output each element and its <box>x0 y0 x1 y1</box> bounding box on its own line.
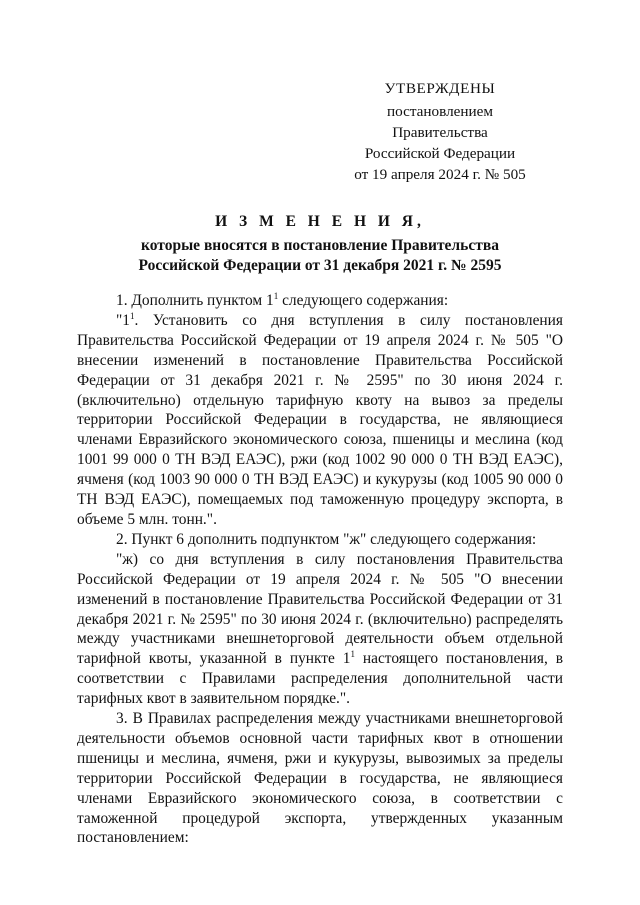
paragraph-1-superscript: 1 <box>273 291 279 301</box>
approval-line-2: Российской Федерации <box>364 145 516 162</box>
paragraph-2-superscript: 1 <box>129 310 135 321</box>
approval-line-3: от 19 апреля 2024 г. № 505 <box>354 166 526 183</box>
paragraph-1 <box>77 291 563 311</box>
paragraph-1-text-b: следующего содержания: <box>278 292 449 309</box>
document-subtitle-line-2: Российской Федерации от 31 декабря 2021 г. № 2595 <box>138 257 502 274</box>
paragraph-4-text-b: настоящего постановления, в соответствии с Правилами распределения дополнительной части тарифных квот в заявительном порядке.". <box>77 650 563 708</box>
approval-stamp <box>340 78 540 185</box>
paragraph-4-superscript: 1 <box>350 649 355 660</box>
paragraph-1-text-a: 1. Дополнить пунктом 1 <box>116 292 274 309</box>
paragraph-2-text-a: "1 <box>116 311 130 329</box>
paragraph-3: 2. Пункт 6 дополнить подпунктом "ж" следующего содержания: <box>116 530 537 548</box>
paragraph-4-text-a: "ж) со дня вступления в силу постановления Правительства Российской Федерации от 19 апреля 2024 г. № 505 "О внесении изменений в постановление Правительства Российской Федерации от 31 декабря 2021 г. № 2595" по 30 июня 2024 г. (включительно) распределять между участниками внешнеторговой деятельности объем отдельной тарифной квоты, указанной в пункте 1 <box>77 550 563 668</box>
document-subtitle <box>0 236 640 276</box>
approval-line-1: постановлением Правительства <box>386 103 494 141</box>
approval-title: УТВЕРЖДЕНЫ <box>384 80 496 97</box>
document-body <box>77 291 563 848</box>
paragraph-2 <box>77 311 563 530</box>
paragraph-4 <box>77 550 563 709</box>
document-title: И З М Е Н Е Н И Я, <box>215 213 425 230</box>
paragraph-5: 3. В Правилах распределения между участниками внешнеторговой деятельности объемов основной части тарифных квот в отношении пшеницы и меслина, ячменя, ржи и кукурузы, вывозимых за пределы территории Российской Федерации в государства, не являющиеся членами Евразийского экономического союза, в соответствии с таможенной процедурой экспорта, утвержденных указанным постановлением: <box>77 710 563 847</box>
document-subtitle-line-1: которые вносятся в постановление Правительства <box>141 237 499 254</box>
paragraph-2-text-b: . Установить со дня вступления в силу постановления Правительства Российской Федерации от 19 апреля 2024 г. № 505 "О внесении изменений в постановление Правительства Российской Федерации от 31 декабря 2021 г. № 2595" по 30 июня 2024 г. (включительно) отдельную тарифную квоту на вывоз за пределы территории Российской Федерации в государства, не являющиеся членами Евразийского экономического союза, пшеницы и меслина (код 1001 99 000 0 ТН ВЭД ЕАЭС), ржи (код 1002 90 000 0 ТН ВЭД ЕАЭС), ячменя (код 1003 90 000 0 ТН ВЭД ЕАЭС) и кукурузы (код 1005 90 000 0 ТН ВЭД ЕАЭС), помещаемых под таможенную процедуру экспорта, в объеме 5 млн. тонн.". <box>77 311 563 528</box>
